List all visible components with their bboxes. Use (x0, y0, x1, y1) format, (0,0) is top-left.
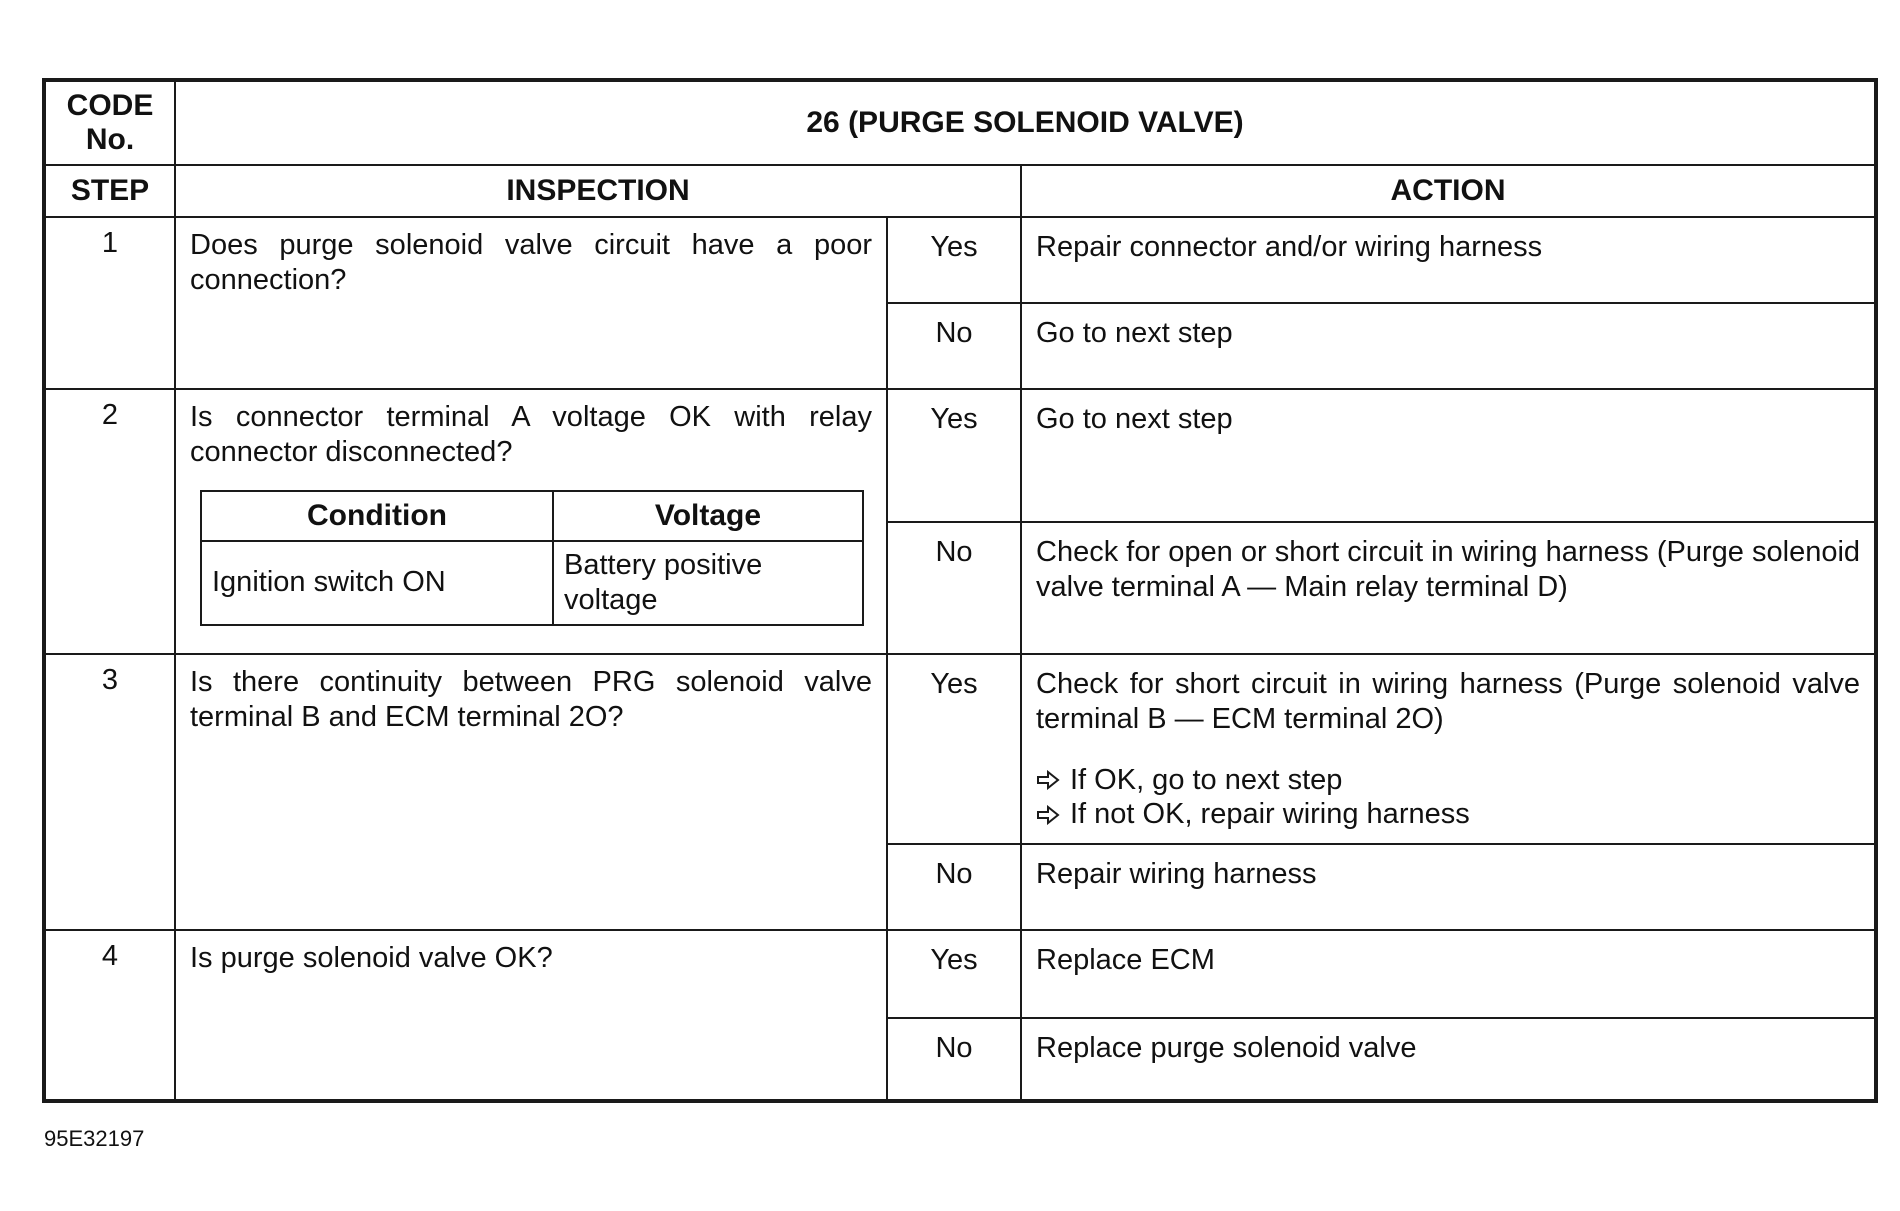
yes-action (1021, 930, 1875, 1018)
yes-action-text: Repair connector and/or wiring harness (1036, 231, 1543, 263)
step-number: 3 (45, 654, 175, 930)
yes-label: Yes (887, 389, 1021, 522)
code-label-line2: No. (85, 123, 135, 156)
inspection-text: Does purge solenoid valve circuit have a poor connection? (190, 229, 872, 296)
no-label: No (887, 522, 1021, 654)
figure-code: 95E32197 (44, 1126, 145, 1151)
condition-header: Condition (201, 491, 553, 541)
no-action (1021, 522, 1875, 654)
no-label: No (887, 1018, 1021, 1100)
step-number: 1 (45, 217, 175, 389)
yes-action-text: Check for short circuit in wiring harness (Purge solenoid valve terminal B — ECM terminal 2O) (1036, 668, 1861, 735)
yes-label: Yes (887, 930, 1021, 1018)
yes-action (1021, 217, 1875, 303)
no-label: No (887, 844, 1021, 930)
step-row (45, 654, 1875, 844)
yes-label: Yes (887, 217, 1021, 303)
subitem-text: If not OK, repair wiring harness (1070, 798, 1470, 831)
yes-action (1021, 389, 1875, 522)
step-number: 2 (45, 389, 175, 654)
step-row (45, 389, 1875, 522)
no-action-text: Replace purge solenoid valve (1036, 1032, 1417, 1064)
inspection-cell (175, 930, 887, 1100)
no-action-text: Go to next step (1036, 317, 1233, 349)
list-item (1036, 763, 1860, 798)
step-header: STEP (45, 165, 175, 217)
step-row (45, 930, 1875, 1018)
condition-value: Ignition switch ON (201, 541, 553, 625)
inspection-text: Is connector terminal A voltage OK with relay connector disconnected? (190, 401, 872, 468)
step-row (45, 217, 1875, 303)
yes-action-text: Replace ECM (1036, 944, 1215, 976)
yes-action-text: Go to next step (1036, 403, 1233, 435)
diagnostic-table (44, 80, 1876, 1101)
inspection-cell (175, 389, 887, 654)
voltage-header: Voltage (553, 491, 863, 541)
inspection-header: INSPECTION (175, 165, 1021, 217)
no-action-text: Check for open or short circuit in wiring harness (Purge solenoid valve terminal A — Main relay terminal D) (1036, 536, 1861, 603)
no-action (1021, 1018, 1875, 1100)
no-action (1021, 303, 1875, 389)
hollow-arrow-right-icon (1036, 770, 1060, 790)
action-header: ACTION (1021, 165, 1875, 217)
condition-voltage-table (200, 490, 864, 626)
yes-subitems (1036, 763, 1860, 833)
voltage-value: Battery positive voltage (553, 541, 863, 625)
list-item (1036, 797, 1860, 832)
yes-label: Yes (887, 654, 1021, 844)
step-number: 4 (45, 930, 175, 1100)
inspection-cell (175, 654, 887, 930)
code-number-label (45, 81, 175, 165)
hollow-arrow-right-icon (1036, 805, 1060, 825)
code-title: 26 (PURGE SOLENOID VALVE) (175, 81, 1875, 165)
no-label: No (887, 303, 1021, 389)
no-action (1021, 844, 1875, 930)
code-label-line1: CODE (66, 88, 154, 122)
inspection-text: Is purge solenoid valve OK? (190, 942, 553, 974)
no-action-text: Repair wiring harness (1036, 858, 1317, 890)
inspection-cell (175, 217, 887, 389)
subitem-text: If OK, go to next step (1070, 763, 1343, 796)
yes-action (1021, 654, 1875, 844)
inspection-text: Is there continuity between PRG solenoid valve terminal B and ECM terminal 2O? (190, 666, 872, 733)
